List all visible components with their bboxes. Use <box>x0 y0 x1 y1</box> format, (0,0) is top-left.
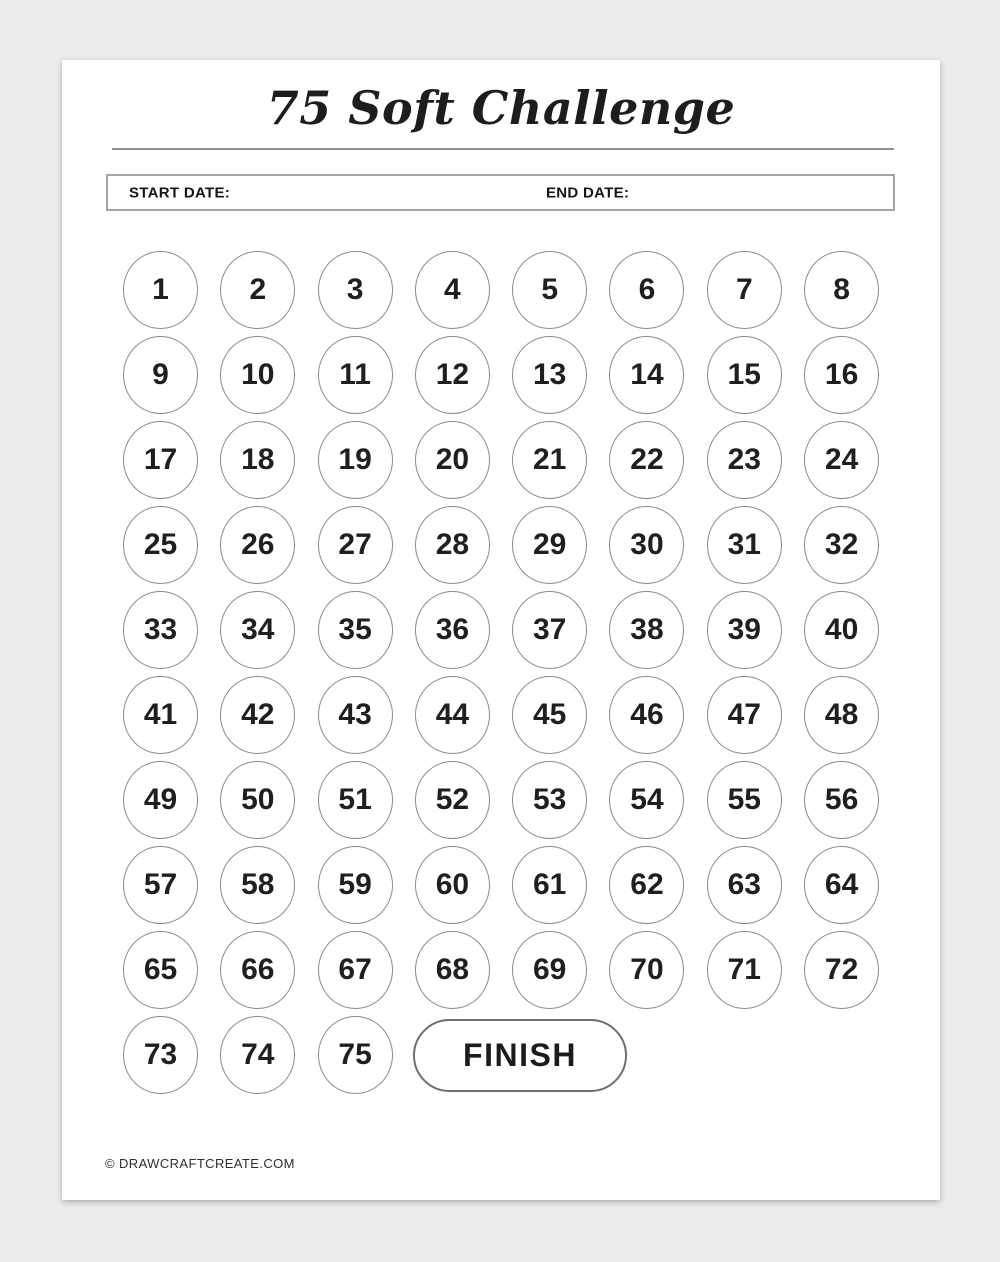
day-circle-53[interactable]: 53 <box>512 761 587 839</box>
day-circle-22[interactable]: 22 <box>609 421 684 499</box>
day-circle-5[interactable]: 5 <box>512 251 587 329</box>
day-circle-71[interactable]: 71 <box>707 931 782 1009</box>
day-circle-21[interactable]: 21 <box>512 421 587 499</box>
day-circle-68[interactable]: 68 <box>415 931 490 1009</box>
title-divider <box>112 148 894 150</box>
day-circle-36[interactable]: 36 <box>415 591 490 669</box>
day-circle-25[interactable]: 25 <box>123 506 198 584</box>
day-circle-1[interactable]: 1 <box>123 251 198 329</box>
day-circle-72[interactable]: 72 <box>804 931 879 1009</box>
day-circle-34[interactable]: 34 <box>220 591 295 669</box>
day-circle-65[interactable]: 65 <box>123 931 198 1009</box>
day-circle-6[interactable]: 6 <box>609 251 684 329</box>
day-circle-30[interactable]: 30 <box>609 506 684 584</box>
day-grid <box>123 251 879 1094</box>
day-circle-73[interactable]: 73 <box>123 1016 198 1094</box>
day-circle-33[interactable]: 33 <box>123 591 198 669</box>
day-circle-24[interactable]: 24 <box>804 421 879 499</box>
day-circle-18[interactable]: 18 <box>220 421 295 499</box>
day-circle-32[interactable]: 32 <box>804 506 879 584</box>
day-circle-50[interactable]: 50 <box>220 761 295 839</box>
day-circle-47[interactable]: 47 <box>707 676 782 754</box>
start-date-field[interactable] <box>233 184 353 202</box>
worksheet-page <box>62 60 940 1200</box>
day-circle-41[interactable]: 41 <box>123 676 198 754</box>
day-circle-70[interactable]: 70 <box>609 931 684 1009</box>
date-box <box>106 174 895 211</box>
day-circle-26[interactable]: 26 <box>220 506 295 584</box>
day-circle-23[interactable]: 23 <box>707 421 782 499</box>
day-circle-12[interactable]: 12 <box>415 336 490 414</box>
finish-button[interactable]: FINISH <box>413 1019 627 1092</box>
day-circle-63[interactable]: 63 <box>707 846 782 924</box>
day-circle-16[interactable]: 16 <box>804 336 879 414</box>
day-circle-51[interactable]: 51 <box>318 761 393 839</box>
day-circle-40[interactable]: 40 <box>804 591 879 669</box>
day-circle-35[interactable]: 35 <box>318 591 393 669</box>
day-circle-13[interactable]: 13 <box>512 336 587 414</box>
day-circle-49[interactable]: 49 <box>123 761 198 839</box>
day-circle-28[interactable]: 28 <box>415 506 490 584</box>
day-circle-2[interactable]: 2 <box>220 251 295 329</box>
day-circle-60[interactable]: 60 <box>415 846 490 924</box>
day-circle-55[interactable]: 55 <box>707 761 782 839</box>
start-date-label: START DATE: <box>129 184 231 201</box>
day-circle-15[interactable]: 15 <box>707 336 782 414</box>
day-circle-59[interactable]: 59 <box>318 846 393 924</box>
day-circle-42[interactable]: 42 <box>220 676 295 754</box>
end-date-label: END DATE: <box>546 184 630 201</box>
copyright-text: © DRAWCRAFTCREATE.COM <box>105 1156 295 1171</box>
day-circle-38[interactable]: 38 <box>609 591 684 669</box>
day-circle-58[interactable]: 58 <box>220 846 295 924</box>
day-circle-54[interactable]: 54 <box>609 761 684 839</box>
day-circle-61[interactable]: 61 <box>512 846 587 924</box>
day-circle-44[interactable]: 44 <box>415 676 490 754</box>
day-circle-43[interactable]: 43 <box>318 676 393 754</box>
day-circle-8[interactable]: 8 <box>804 251 879 329</box>
day-circle-64[interactable]: 64 <box>804 846 879 924</box>
page-title: 75 Soft Challenge <box>266 81 736 135</box>
day-circle-14[interactable]: 14 <box>609 336 684 414</box>
day-circle-69[interactable]: 69 <box>512 931 587 1009</box>
day-circle-75[interactable]: 75 <box>318 1016 393 1094</box>
day-circle-17[interactable]: 17 <box>123 421 198 499</box>
day-circle-29[interactable]: 29 <box>512 506 587 584</box>
day-circle-45[interactable]: 45 <box>512 676 587 754</box>
day-circle-66[interactable]: 66 <box>220 931 295 1009</box>
day-circle-67[interactable]: 67 <box>318 931 393 1009</box>
day-circle-11[interactable]: 11 <box>318 336 393 414</box>
day-circle-20[interactable]: 20 <box>415 421 490 499</box>
day-circle-39[interactable]: 39 <box>707 591 782 669</box>
day-circle-7[interactable]: 7 <box>707 251 782 329</box>
day-circle-9[interactable]: 9 <box>123 336 198 414</box>
day-circle-27[interactable]: 27 <box>318 506 393 584</box>
day-circle-3[interactable]: 3 <box>318 251 393 329</box>
day-circle-46[interactable]: 46 <box>609 676 684 754</box>
day-circle-10[interactable]: 10 <box>220 336 295 414</box>
day-circle-74[interactable]: 74 <box>220 1016 295 1094</box>
day-circle-52[interactable]: 52 <box>415 761 490 839</box>
day-circle-31[interactable]: 31 <box>707 506 782 584</box>
day-circle-62[interactable]: 62 <box>609 846 684 924</box>
day-circle-4[interactable]: 4 <box>415 251 490 329</box>
day-circle-37[interactable]: 37 <box>512 591 587 669</box>
day-circle-48[interactable]: 48 <box>804 676 879 754</box>
day-circle-56[interactable]: 56 <box>804 761 879 839</box>
day-circle-57[interactable]: 57 <box>123 846 198 924</box>
day-circle-19[interactable]: 19 <box>318 421 393 499</box>
end-date-field[interactable] <box>638 184 758 202</box>
